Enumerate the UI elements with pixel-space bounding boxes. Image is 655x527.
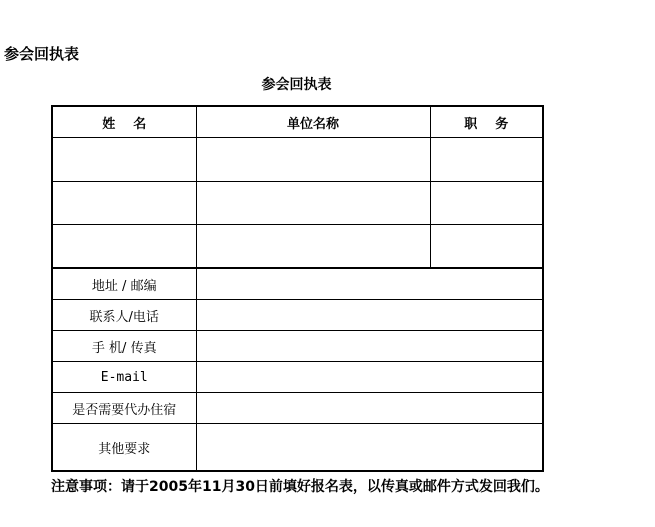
- unit-cell-3[interactable]: [196, 225, 430, 269]
- contact-phone-label: 联系人/电话: [52, 300, 196, 331]
- name-cell-1[interactable]: [52, 138, 196, 182]
- column-header-name: 姓 名: [52, 106, 196, 138]
- other-requirements-label: 其他要求: [52, 424, 196, 472]
- address-postcode-label: 地址 / 邮编: [52, 268, 196, 300]
- mobile-fax-field[interactable]: [196, 331, 543, 362]
- unit-cell-1[interactable]: [196, 138, 430, 182]
- page-heading: 参会回执表: [4, 45, 80, 63]
- accommodation-field[interactable]: [196, 393, 543, 424]
- unit-cell-2[interactable]: [196, 182, 430, 225]
- position-cell-2[interactable]: [430, 182, 543, 225]
- email-field[interactable]: [196, 362, 543, 393]
- contact-phone-field[interactable]: [196, 300, 543, 331]
- column-header-position: 职 务: [430, 106, 543, 138]
- address-postcode-field[interactable]: [196, 268, 543, 300]
- accommodation-label: 是否需要代办住宿: [52, 393, 196, 424]
- notice-text: 注意事项：请于2005年11月30日前填好报名表，以传真或邮件方式发回我们。: [51, 479, 549, 495]
- position-cell-1[interactable]: [430, 138, 543, 182]
- column-header-unit: 单位名称: [196, 106, 430, 138]
- other-requirements-field[interactable]: [196, 424, 543, 472]
- form-title: 参会回执表: [261, 77, 332, 93]
- mobile-fax-label: 手 机/ 传真: [52, 331, 196, 362]
- position-cell-3[interactable]: [430, 225, 543, 269]
- name-cell-3[interactable]: [52, 225, 196, 269]
- name-cell-2[interactable]: [52, 182, 196, 225]
- email-label: E-mail: [52, 362, 196, 393]
- registration-form-table: [51, 105, 544, 472]
